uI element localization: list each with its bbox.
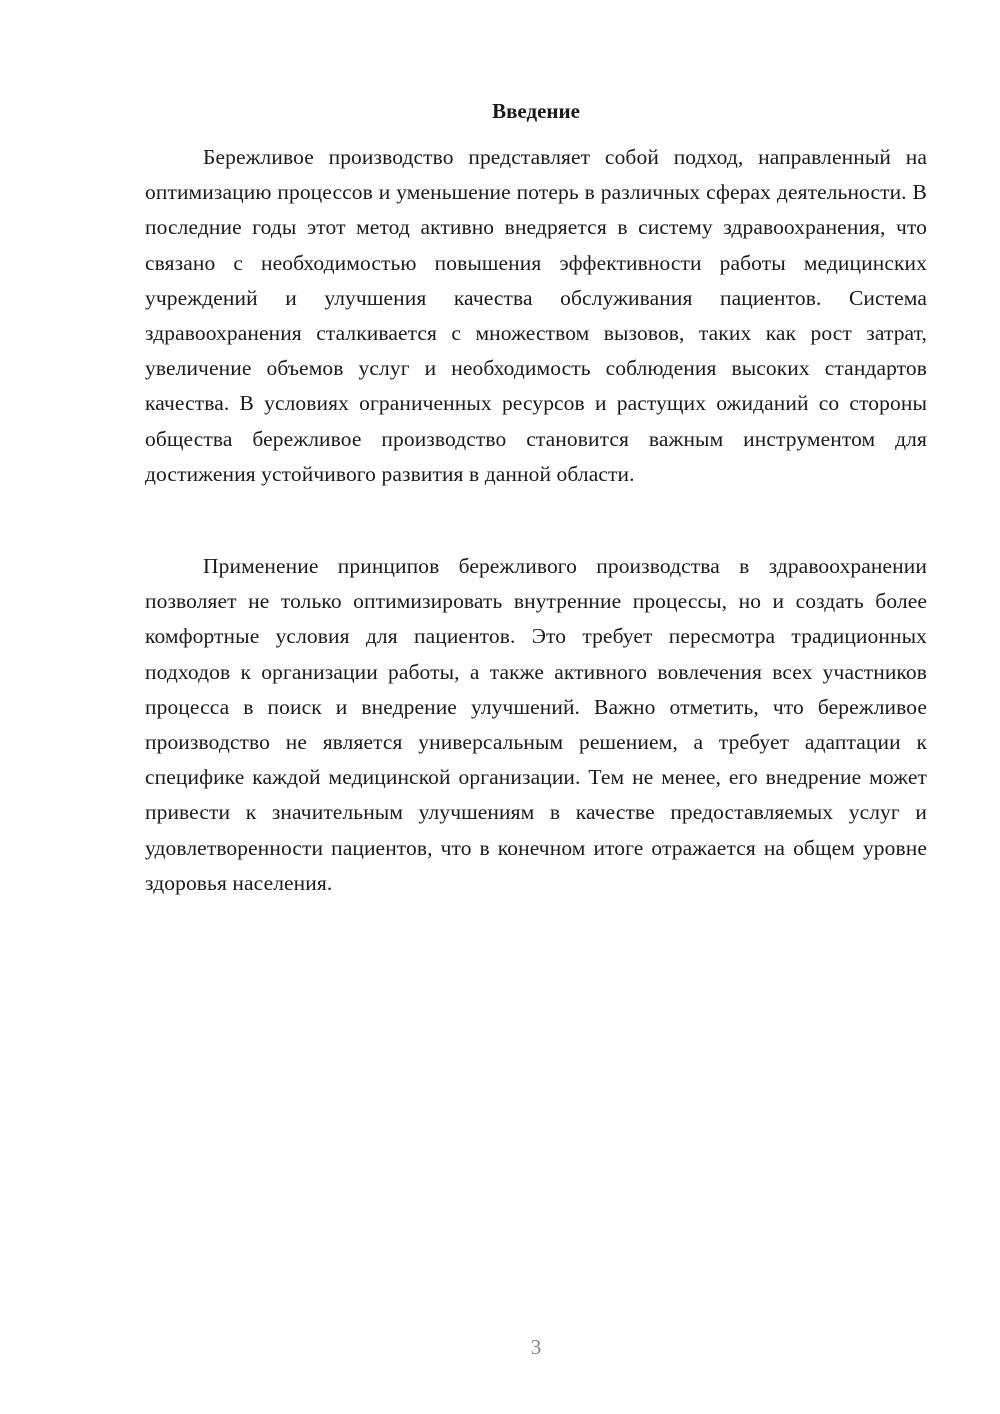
paragraph-2: Применение принципов бережливого производства в здравоохранении позволяет не только оптимизировать внутренние процессы, но и создать более комфортные условия для пациентов. Это требует пересмотра традиционных подходов к организации работы, а также активного вовлечения всех участников процесса в поиск и внедрение улучшений. Важно отметить, что бережливое производство не является универсальным решением, а требует адаптации к специфике каждой медицинской организации. Тем не менее, его внедрение может привести к значительным улучшениям в качестве предоставляемых услуг и удовлетворенности пациентов, что в конечном итоге отражается на общем уровне здоровья населения.	[145, 554, 927, 895]
paragraph-1: Бережливое производство представляет собой подход, направленный на оптимизацию процессов и уменьшение потерь в различных сферах деятельности. В последние годы этот метод активно внедряется в систему здравоохранения, что связано с необходимостью повышения эффективности работы медицинских учреждений и улучшения качества обслуживания пациентов. Система здравоохранения сталкивается с множеством вызовов, таких как рост затрат, увеличение объемов услуг и необходимость соблюдения высоких стандартов качества. В условиях ограниченных ресурсов и растущих ожиданий со стороны общества бережливое производство становится важным инструментом для достижения устойчивого развития в данной области.	[145, 145, 927, 486]
section-title: Введение	[492, 99, 580, 123]
page-number: 3	[530, 1335, 542, 1359]
